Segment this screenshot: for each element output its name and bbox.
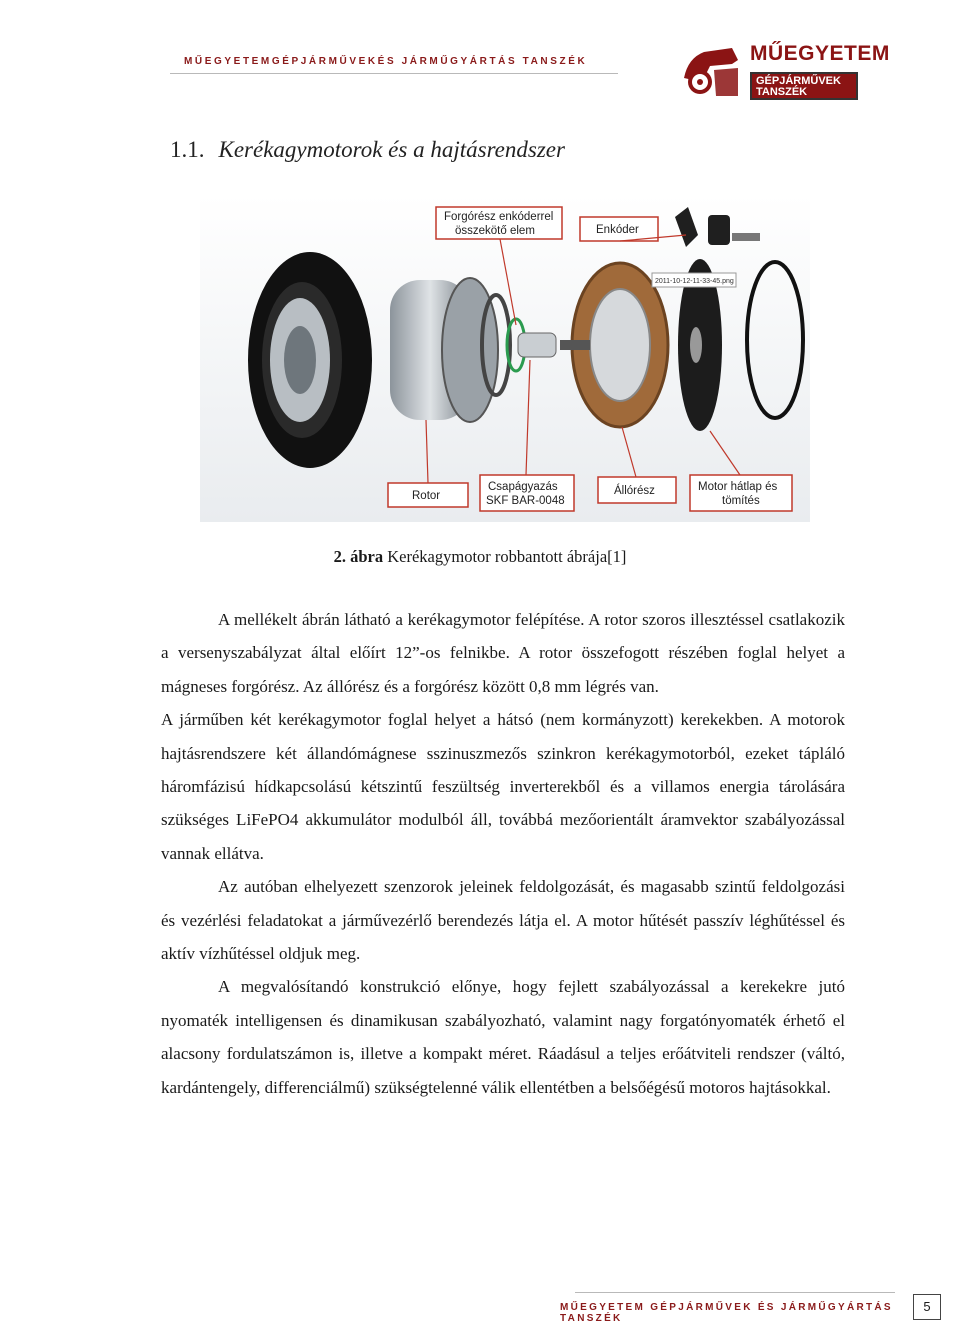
tyre — [248, 252, 372, 468]
paragraph-4: A megvalósítandó konstrukció előnye, hogy fejlett szabályozással a kerekekre jutó nyomaték intelligensen és dinamikusan szabályozható, valamint nagy forgatónyomaték érhető el alacsony fordulatszámon is, illetve a kompakt méret. Ráadásul a teljes erőátviteli rendszer (váltó, kardántengely, differenciálmű) szükségtelenné válik ellentétben a belsőégésű motoros hajtásokkal. — [161, 977, 845, 1097]
label-hatlap-line2: tömítés — [722, 495, 760, 507]
label-hatlap-line1: Motor hátlap és — [698, 481, 778, 493]
figure-caption-label: 2. ábra — [333, 547, 384, 566]
running-header: MŰEGYETEMGÉPJÁRMŰVEKÉS JÁRMŰGYÁRTÁS TANSZÉK — [184, 56, 588, 67]
label-rotor — [388, 483, 468, 507]
label-rotor-text: Rotor — [412, 490, 441, 502]
paragraph-2: A járműben két kerékagymotor foglal helyet a hátsó (nem kormányzott) kerekekben. A motorok hajtásrendszere két állandómágnese sszinuszmezős szinkron kerékagymotorból, ezeket tápláló háromfázisú hídkapcsolású kétszintű feszültség inverterekből és a villamos energia tárolására szükséges LiFePO4 akkumulátor modulból áll, továbbá mezőorientált áramvektor szabályozással vannak ellátva. — [161, 710, 845, 863]
section-title-text: Kerékagymotorok és a hajtásrendszer — [218, 137, 565, 162]
label-forgoresz-line2: összekötő elem — [455, 225, 535, 237]
label-enkoder-text: Enkóder — [596, 224, 639, 236]
running-footer: MŰEGYETEM GÉPJÁRMŰVEK ÉS JÁRMŰGYÁRTÁS TANSZÉK — [560, 1302, 893, 1324]
page-number: 5 — [913, 1294, 941, 1320]
logo-box — [750, 72, 858, 100]
car-logo-icon — [680, 38, 742, 100]
section-number: 1.1. — [170, 137, 205, 162]
figure-caption-text: Kerékagymotor robbantott ábrája[1] — [383, 547, 627, 566]
exploded-hub-motor-figure — [200, 195, 810, 522]
label-csapagy-line1: Csapágyazás — [488, 481, 558, 493]
section-title — [170, 137, 565, 163]
department-logo — [680, 38, 890, 102]
logo-line-2: GÉPJÁRMŰVEK — [756, 75, 841, 87]
label-enkoder — [580, 217, 658, 241]
logo-wordmark: MŰEGYETEM — [750, 42, 890, 65]
paragraph-1: A mellékelt ábrán látható a kerékagymotor felépítése. A rotor szoros illesztéssel csatlakozik a versenyszabályzat által előírt 12”-os felnikbe. A rotor összefogott részében foglal helyet a mágneses forgórész. Az állórész és a forgórész között 0,8 mm légrés van. — [161, 610, 845, 696]
footer-rule — [575, 1292, 895, 1293]
label-allores — [598, 477, 676, 503]
body-text — [161, 603, 845, 1104]
label-timestamp-text: 2011-10-12-11-33-45.png — [655, 278, 734, 285]
label-timestamp — [652, 273, 736, 287]
paragraph-3: Az autóban elhelyezett szenzorok jeleinek feldolgozását, és magasabb szintű feldolgozási és vezérlési feladatokat a járművezérlő berendezés látja el. A motor hűtését passzív léghűtéssel és aktív vízhűtéssel oldjuk meg. — [161, 877, 845, 964]
label-csapagy — [480, 475, 574, 511]
label-forgoresz — [436, 207, 562, 239]
figure-caption — [0, 547, 960, 567]
label-allores-text: Állórész — [614, 485, 655, 497]
header-rule — [170, 73, 618, 74]
label-forgoresz-line1: Forgórész enkóderrel — [444, 211, 554, 223]
logo-line-3: TANSZÉK — [756, 86, 808, 98]
label-csapagy-line2: SKF BAR-0048 — [486, 495, 565, 507]
label-hatlap — [690, 475, 792, 511]
